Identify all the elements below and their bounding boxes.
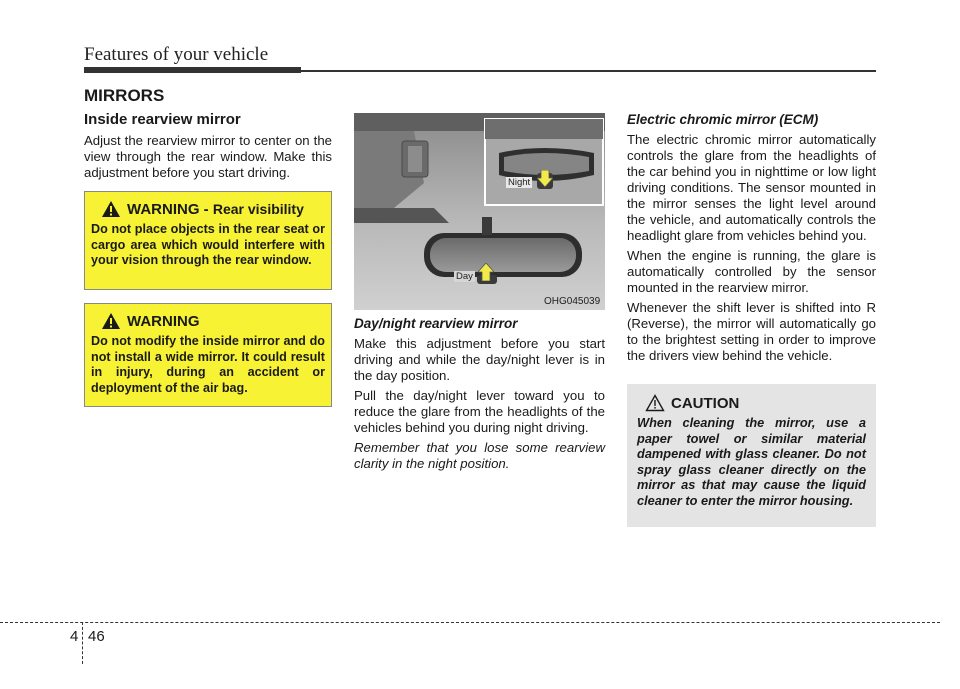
warning-heading — [101, 200, 325, 218]
warning-rear-visibility — [84, 191, 332, 290]
page-number: 46 — [88, 628, 105, 645]
day-night-paragraph-2: Pull the day/night lever toward you to reduce the glare from the headlights of the vehicles behind you during night driving. — [354, 388, 605, 435]
header-rule — [301, 70, 876, 72]
middle-column — [354, 316, 605, 476]
header-bar — [84, 67, 301, 73]
warning-mirror-modify — [84, 303, 332, 407]
warning-subtitle: Rear visibility — [212, 201, 304, 217]
caution-triangle-icon — [645, 394, 665, 412]
figure-code: OHG045039 — [544, 296, 601, 307]
day-night-paragraph-1: Make this adjustment before you start driving and while the day/night lever is in the day position. — [354, 336, 605, 383]
caution-heading — [637, 394, 866, 412]
caution-title: CAUTION — [671, 394, 740, 412]
caution-box — [627, 384, 876, 527]
warning-title: WARNING — [127, 312, 200, 330]
ecm-paragraph-1: The electric chromic mirror automatically controls the glare from the headlights of the car behind you in nighttime or low light driving conditions. The sensor mounted in the mirror senses the light level around the vehicle, and automatically controls the headlight glare from vehicles behind you. — [627, 132, 876, 243]
footer-divider — [82, 622, 83, 664]
inside-mirror-heading: Inside rearview mirror — [84, 111, 241, 128]
section-title: MIRRORS — [84, 86, 165, 105]
night-arrow-icon — [537, 170, 553, 188]
rearview-mirror-figure — [354, 113, 605, 310]
caution-body: When cleaning the mirror, use a paper towel or similar material dampened with glass cleaner. Do not spray glass cleaner directly on the mirror as that may cause the liquid cleaner to enter the mirror housing. — [637, 415, 866, 508]
ecm-paragraph-3: Whenever the shift lever is shifted into R (Reverse), the mirror will automatically go to the brightest setting in order to improve the drivers view behind the vehicle. — [627, 300, 876, 363]
night-label: Night — [508, 177, 531, 188]
right-column — [627, 112, 876, 368]
day-arrow-icon — [478, 263, 494, 281]
warning-heading — [101, 312, 325, 330]
ecm-heading: Electric chromic mirror (ECM) — [627, 112, 819, 127]
warning-body: Do not place objects in the rear seat or cargo area which would interfere with your vision through the rear window. — [91, 222, 325, 267]
warning-triangle-icon — [101, 200, 121, 218]
day-night-heading: Day/night rearview mirror — [354, 316, 518, 331]
day-label: Day — [456, 271, 473, 282]
warning-body: Do not modify the inside mirror and do not install a wide mirror. It could result in injury, during an accident or deployment of the air bag. — [91, 334, 325, 395]
day-night-paragraph-3: Remember that you lose some rearview clarity in the night position. — [354, 440, 605, 471]
warning-triangle-icon — [101, 312, 121, 330]
left-column — [84, 112, 332, 185]
chapter-number: 4 — [70, 628, 79, 645]
ecm-paragraph-2: When the engine is running, the glare is automatically controlled by the sensor mounted in the rearview mirror. — [627, 248, 876, 295]
page-header-title: Features of your vehicle — [84, 44, 269, 65]
warning-title: WARNING - — [127, 200, 209, 218]
footer-rule — [0, 622, 940, 623]
inside-mirror-paragraph: Adjust the rearview mirror to center on the view through the rear window. Make this adjustment before you start driving. — [84, 133, 332, 180]
